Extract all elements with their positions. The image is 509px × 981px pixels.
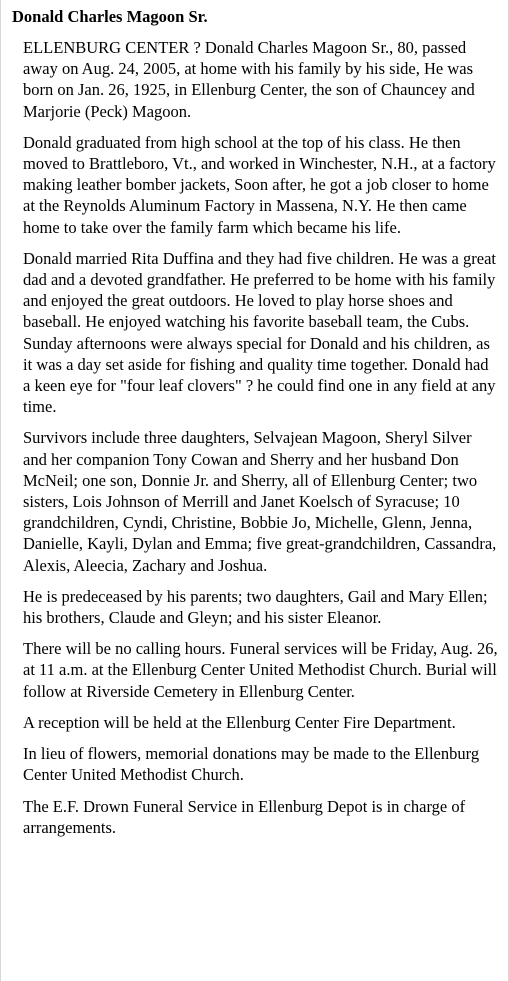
paragraph-reception: A reception will be held at the Ellenburg Center Fire Department.	[23, 712, 456, 732]
paragraph-survivors: Survivors include three daughters, Selvajean Magoon, Sheryl Silver and her companion Tony Cowan and Sherry and her husband Don McNeil; one son, Donnie Jr. and Sherry, all of Ellenburg Center; two sisters, Lois Johnson of Merrill and Janet Koelsch of Syracuse; 10 grandchildren, Cyndi, Christine, Bobbie Jo, Michelle, Glenn, Jenna, Danielle, Kayli, Dylan and Emma; five great-grandchildren, Cassandra, Alexis, Aleecia, Zachary and Joshua.	[23, 428, 497, 575]
paragraph-intro: ELLENBURG CENTER ? Donald Charles Magoon Sr., 80, passed away on Aug. 24, 2005, at home with his family by his side, He was born on Jan. 26, 1925, in Ellenburg Center, the son of Chauncey and Marjorie (Peck) Magoon.	[23, 38, 475, 121]
paragraph-predeceased: He is predeceased by his parents; two daughters, Gail and Mary Ellen; his brothers, Claude and Gleyn; and his sister Eleanor.	[23, 586, 488, 628]
obituary-title: Donald Charles Magoon Sr.	[12, 7, 208, 26]
paragraph-arrangements: The E.F. Drown Funeral Service in Ellenburg Depot is in charge of arrangements.	[23, 796, 466, 837]
paragraph-donations: In lieu of flowers, memorial donations may be made to the Ellenburg Center United Methodist Church.	[23, 744, 480, 785]
obituary-body	[23, 37, 499, 848]
paragraph-family-life: Donald married Rita Duffina and they had five children. He was a great dad and a devoted grandfather. He preferred to be home with his family and enjoyed the great outdoors. He loved to play horse shoes and baseball. He enjoyed watching his favorite baseball team, the Cubs. Sunday afternoons were always special for Donald and his children, as it was a day set aside for fishing and quality time together. Donald had a keen eye for "four leaf clovers" ? he could find one in any field at any time.	[23, 248, 496, 417]
paragraph-career: Donald graduated from high school at the top of his class. He then moved to Brattleboro, Vt., and worked in Winchester, N.H., at a factory making leather bomber jackets, Soon after, he got a job closer to home at the Reynolds Aluminum Factory in Massena, N.Y. He then came home to take over the family farm which became his life.	[23, 132, 496, 237]
paragraph-services: There will be no calling hours. Funeral services will be Friday, Aug. 26, at 11 a.m. at the Ellenburg Center United Methodist Church. Burial will follow at Riverside Cemetery in Ellenburg Center.	[23, 639, 498, 701]
